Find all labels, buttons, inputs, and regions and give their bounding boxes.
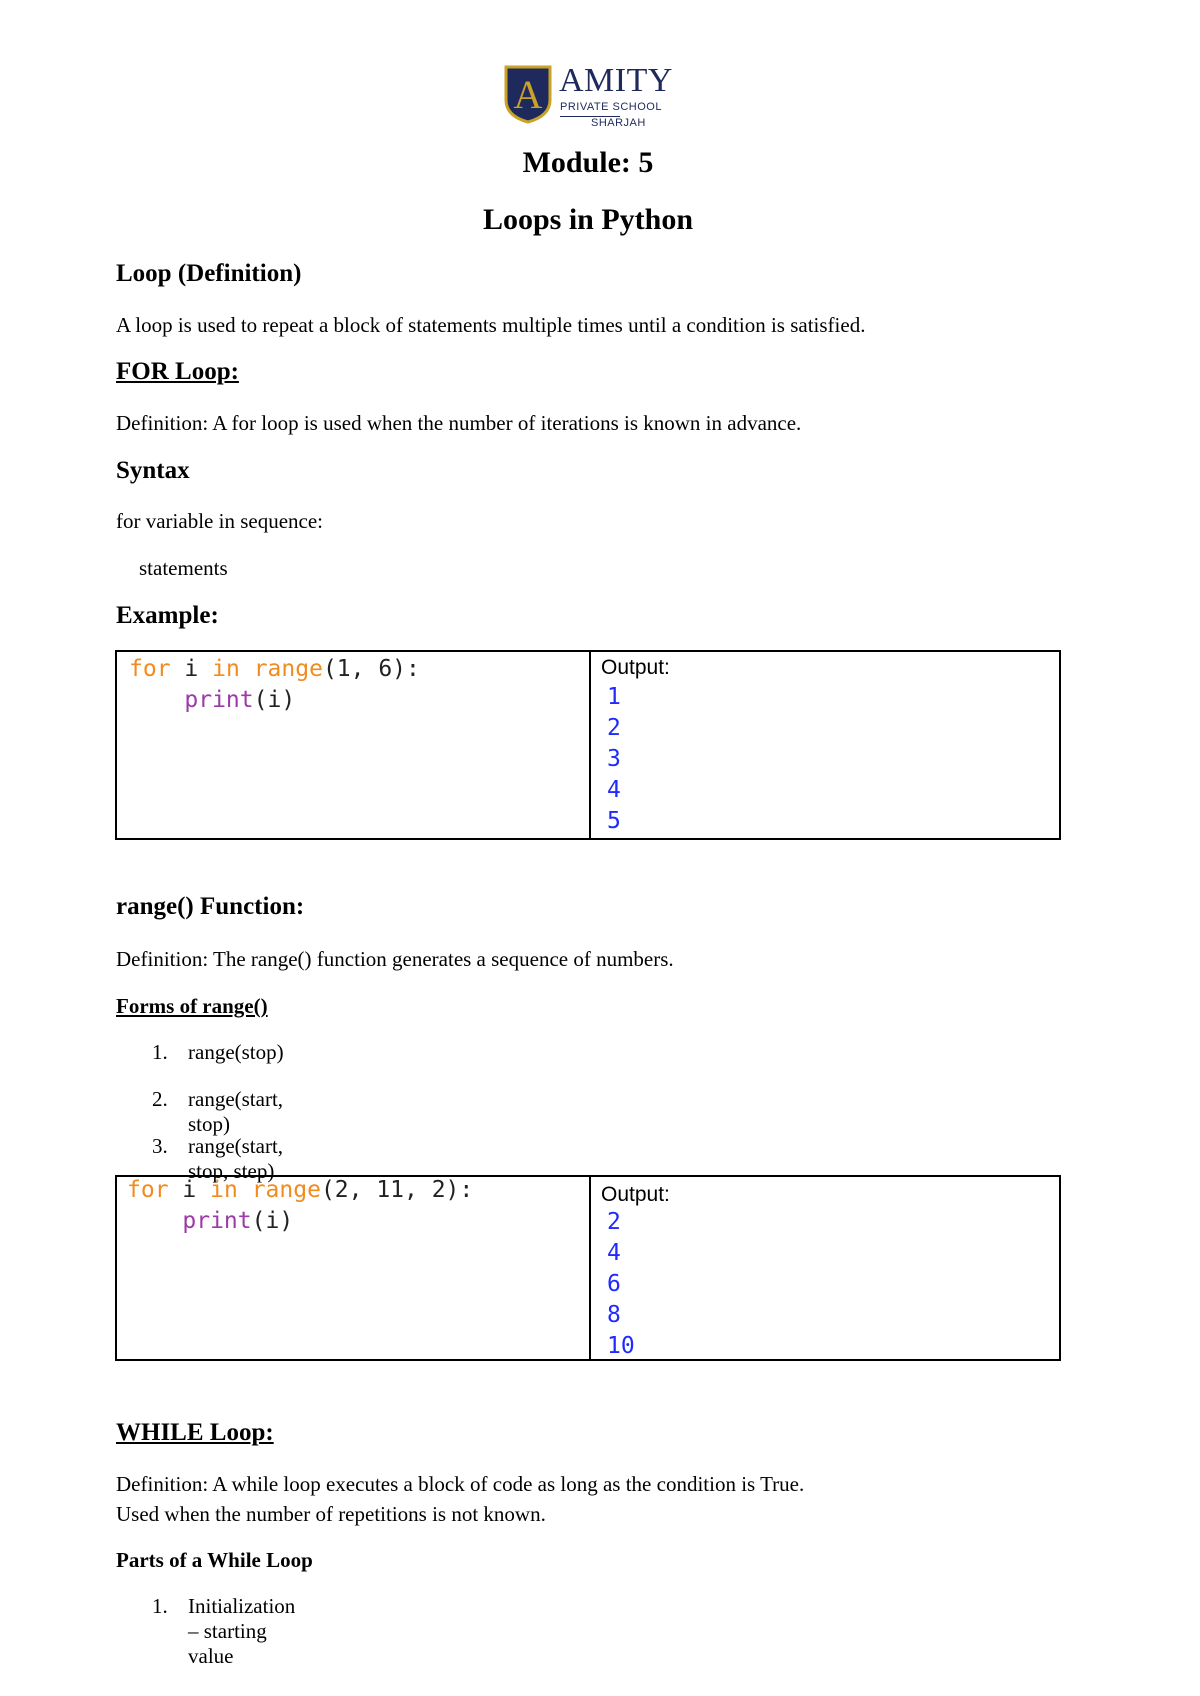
range-function-definition: Definition: The range() function generates a sequence of numbers.	[116, 947, 674, 971]
example-heading: Example:	[116, 602, 219, 629]
output-label: Output:	[601, 1183, 670, 1206]
list-text: range(start, stop)	[188, 1087, 284, 1136]
list-text: range(start, stop, step)	[188, 1134, 284, 1183]
column-divider	[589, 652, 591, 838]
range-function-heading: range() Function:	[116, 893, 305, 920]
output-line: 2	[607, 1209, 621, 1235]
output-line: 2	[607, 715, 621, 741]
output-line: 4	[607, 1240, 621, 1266]
for-loop-definition: Definition: A for loop is used when the number of iterations is known in advance.	[116, 411, 802, 435]
function-print: print	[184, 687, 254, 713]
code-block-2	[127, 1175, 473, 1237]
loop-definition-text: A loop is used to repeat a block of statements multiple times until a condition is satisfied.	[116, 313, 866, 337]
while-loop-heading: WHILE Loop:	[116, 1419, 274, 1446]
output-line: 1	[607, 684, 621, 710]
page-title: Loops in Python	[482, 203, 694, 236]
output-label: Output:	[601, 656, 670, 679]
while-loop-definition-2: Used when the number of repetitions is not known.	[116, 1502, 546, 1526]
range-args: (2, 11, 2):	[320, 1177, 474, 1203]
logo-location: SHARJAH	[591, 117, 646, 129]
loop-variable: i	[184, 656, 199, 682]
logo-subtitle: PRIVATE SCHOOL	[560, 101, 662, 113]
syntax-heading: Syntax	[116, 457, 190, 484]
keyword-in: in	[212, 656, 240, 682]
print-args: (i)	[251, 1208, 294, 1234]
keyword-for: for	[129, 656, 171, 682]
syntax-line-2: statements	[139, 556, 228, 580]
keyword-in: in	[210, 1177, 238, 1203]
while-loop-definition-1: Definition: A while loop executes a block of code as long as the condition is True.	[116, 1472, 805, 1496]
logo-name: AMITY	[559, 62, 673, 99]
loop-variable: i	[182, 1177, 197, 1203]
output-line: 3	[607, 746, 621, 772]
shield-logo-icon	[503, 64, 553, 124]
function-print: print	[182, 1208, 252, 1234]
output-line: 6	[607, 1271, 621, 1297]
range-args: (1, 6):	[322, 656, 420, 682]
column-divider	[589, 1177, 591, 1359]
list-number: 3.	[152, 1134, 168, 1158]
forms-of-range-heading: Forms of range()	[116, 994, 268, 1018]
code-example-1	[115, 650, 1061, 840]
output-line: 5	[607, 808, 621, 834]
output-line: 8	[607, 1302, 621, 1328]
output-values-1	[607, 682, 621, 837]
school-logo	[503, 62, 683, 132]
code-block-1	[129, 654, 420, 716]
list-number: 2.	[152, 1087, 168, 1111]
output-line: 10	[607, 1333, 635, 1359]
print-args: (i)	[253, 687, 296, 713]
parts-of-while-heading: Parts of a While Loop	[116, 1548, 313, 1572]
syntax-line-1: for variable in sequence:	[116, 509, 323, 533]
code-example-2	[115, 1175, 1061, 1361]
list-text: range(stop)	[188, 1040, 284, 1064]
loop-definition-heading: Loop (Definition)	[116, 260, 302, 287]
for-loop-heading: FOR Loop:	[116, 358, 239, 385]
keyword-for: for	[127, 1177, 169, 1203]
logo-letter: A	[513, 72, 543, 117]
list-text: Initialization – starting value	[188, 1594, 296, 1668]
output-line: 4	[607, 777, 621, 803]
function-range: range	[251, 1177, 321, 1203]
list-number: 1.	[152, 1594, 168, 1618]
list-number: 1.	[152, 1040, 168, 1064]
output-values-2	[607, 1207, 635, 1362]
module-title: Module: 5	[522, 146, 654, 179]
function-range: range	[253, 656, 323, 682]
